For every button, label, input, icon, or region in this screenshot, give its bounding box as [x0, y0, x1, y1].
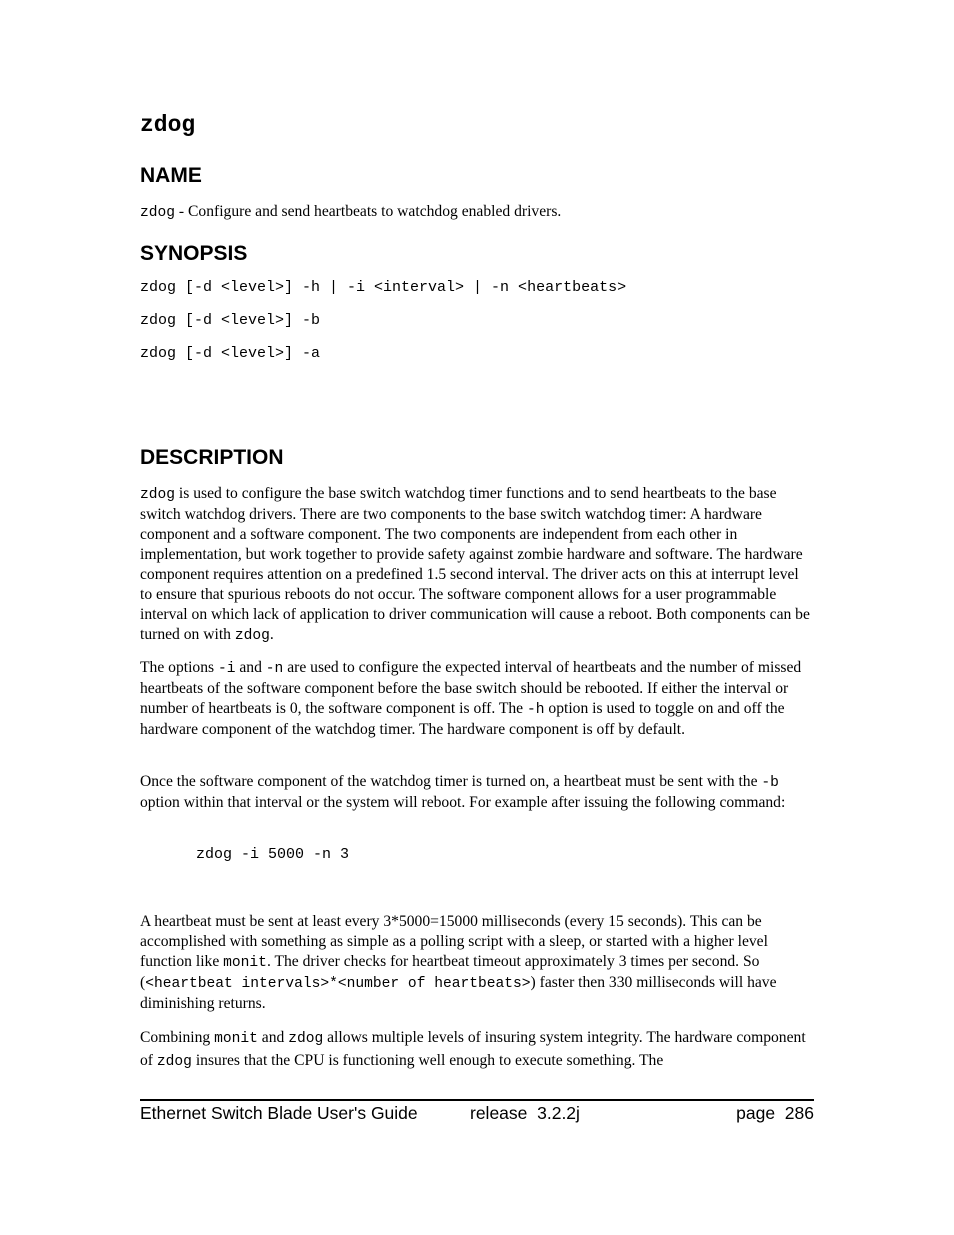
- footer-release: release 3.2.2j: [470, 1103, 580, 1123]
- p2-text-3: are used to configure the expected interval of heartbeats and the number of missed heartbeats of the software component before the base switch should be rebooted. If either the interval or number of heartbeats is 0, the software component is off. The: [140, 659, 802, 717]
- p2-text-1: The options: [140, 659, 218, 676]
- synopsis-heading: SYNOPSIS: [140, 242, 248, 265]
- p1-cmd-1: zdog: [140, 487, 176, 503]
- description-paragraph-2: [140, 658, 814, 740]
- description-paragraph-3: [140, 772, 814, 813]
- p4-cmd-monit: monit: [223, 955, 267, 971]
- synopsis-line-1: zdog [-d <level>] -h | -i <interval> | -n <heartbeats>: [140, 279, 627, 296]
- description-heading: DESCRIPTION: [140, 446, 284, 469]
- p4-text-1: A heartbeat must be sent at least every 3*5000=15000 milliseconds (every 15 seconds). This can be accomplished with something as simple as a polling script with a sleep, or started with a higher level function like: [140, 913, 768, 970]
- description-paragraph-4: [140, 912, 814, 1014]
- description-paragraph-5: [140, 1027, 814, 1073]
- synopsis-line-2: zdog [-d <level>] -b: [140, 312, 321, 329]
- p2-text-4: option is used to toggle on and off the hardware component of the watchdog timer. The hardware component is off by default.: [140, 700, 785, 738]
- p5-text-3: allows multiple levels of insuring system integrity. The hardware component of: [140, 1029, 806, 1069]
- p4-text-3: ) faster then 330 milliseconds will have diminishing returns.: [140, 974, 777, 1012]
- p3-opt-b: -b: [761, 775, 779, 791]
- name-desc: - Configure and send heartbeats to watchdog enabled drivers.: [175, 203, 562, 220]
- description-paragraph-1: [140, 484, 814, 646]
- p5-cmd-zdog-2: zdog: [156, 1054, 192, 1070]
- example-command: zdog -i 5000 -n 3: [196, 846, 350, 863]
- name-text: [140, 202, 814, 223]
- p4-cmd-formula: <heartbeat intervals>*<number of heartbeats>: [145, 976, 531, 992]
- p3-text-1: Once the software component of the watchdog timer is turned on, a heartbeat must be sent with the: [140, 773, 762, 790]
- p2-opt-i: -i: [217, 661, 236, 677]
- p2-opt-h: -h: [527, 702, 545, 718]
- page-title: zdog: [140, 112, 196, 138]
- page-footer: [140, 1101, 814, 1125]
- p4-text-2: . The driver checks for heartbeat timeout approximately 3 times per second. So (: [140, 953, 760, 991]
- p2-opt-n: -n: [265, 661, 284, 677]
- footer-guide-title: Ethernet Switch Blade User's Guide: [140, 1103, 418, 1123]
- p1-text-2: .: [269, 626, 274, 643]
- p5-cmd-monit: monit: [214, 1031, 258, 1047]
- p1-text-1: is used to configure the base switch watchdog timer functions and to send heartbeats to the base switch watchdog drivers. There are two components to the base switch watchdog timer: A hardware component and a software component. The two components are independent from each other in implementation, but work together to provide safety against zombie hardware and software. The hardware component requires attention on a predefined 1.5 second interval. The driver acts on this at interrupt level to ensure that spurious reboots do not occur. The software component allows for a user programmable interval on which lack of application to driver communication will cause a reboot. Both components can be turned on with: [140, 485, 810, 643]
- p5-text-2: and: [257, 1029, 289, 1046]
- p2-text-2: and: [235, 659, 266, 676]
- p5-cmd-zdog: zdog: [288, 1031, 324, 1047]
- p1-cmd-2: zdog: [234, 628, 270, 644]
- footer-page-number: page 286: [736, 1103, 814, 1123]
- synopsis-line-3: zdog [-d <level>] -a: [140, 345, 321, 362]
- p5-text-1: Combining: [140, 1029, 215, 1046]
- name-cmd: zdog: [140, 205, 176, 221]
- p5-text-4: insures that the CPU is functioning well enough to execute something. The: [191, 1052, 664, 1069]
- p3-text-2: option within that interval or the system will reboot. For example after issuing the following command:: [140, 794, 786, 811]
- name-heading: NAME: [140, 164, 202, 187]
